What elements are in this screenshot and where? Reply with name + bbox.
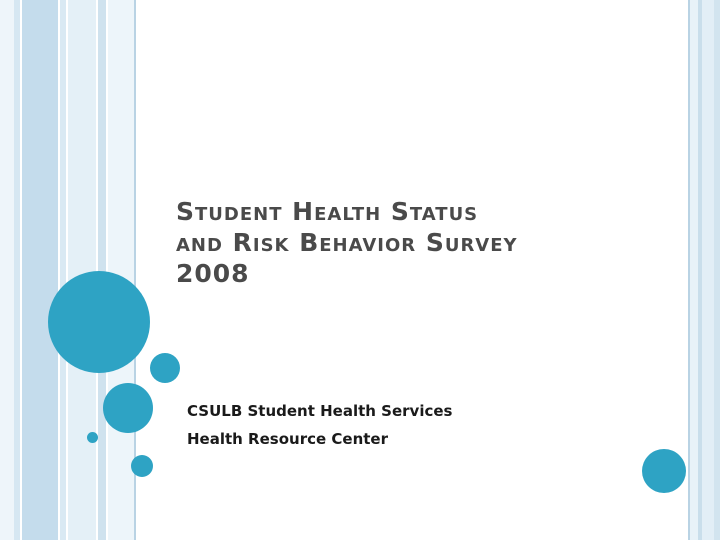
left-band-3 xyxy=(22,0,58,540)
title-line-2: and Risk Behavior Survey xyxy=(176,228,518,257)
large-circle xyxy=(48,271,150,373)
left-band-1 xyxy=(0,0,14,540)
subtitle-line-1: CSULB Student Health Services xyxy=(187,402,453,420)
left-band-2 xyxy=(14,0,20,540)
small-circle xyxy=(150,353,180,383)
slide-title xyxy=(176,196,596,289)
medium-circle xyxy=(103,383,153,433)
left-band-4 xyxy=(60,0,66,540)
left-band-5 xyxy=(68,0,96,540)
tiny-circle xyxy=(87,432,98,443)
title-line-3: 2008 xyxy=(176,259,250,288)
right-circle xyxy=(642,449,686,493)
left-band-6 xyxy=(98,0,106,540)
right-band-4 xyxy=(714,0,720,540)
small-circle-lower xyxy=(131,455,153,477)
right-band-3 xyxy=(702,0,714,540)
right-band-1 xyxy=(690,0,698,540)
slide-subtitle xyxy=(187,397,607,453)
left-band-7 xyxy=(108,0,134,540)
subtitle-line-2: Health Resource Center xyxy=(187,430,388,448)
title-line-1: Student Health Status xyxy=(176,197,479,226)
